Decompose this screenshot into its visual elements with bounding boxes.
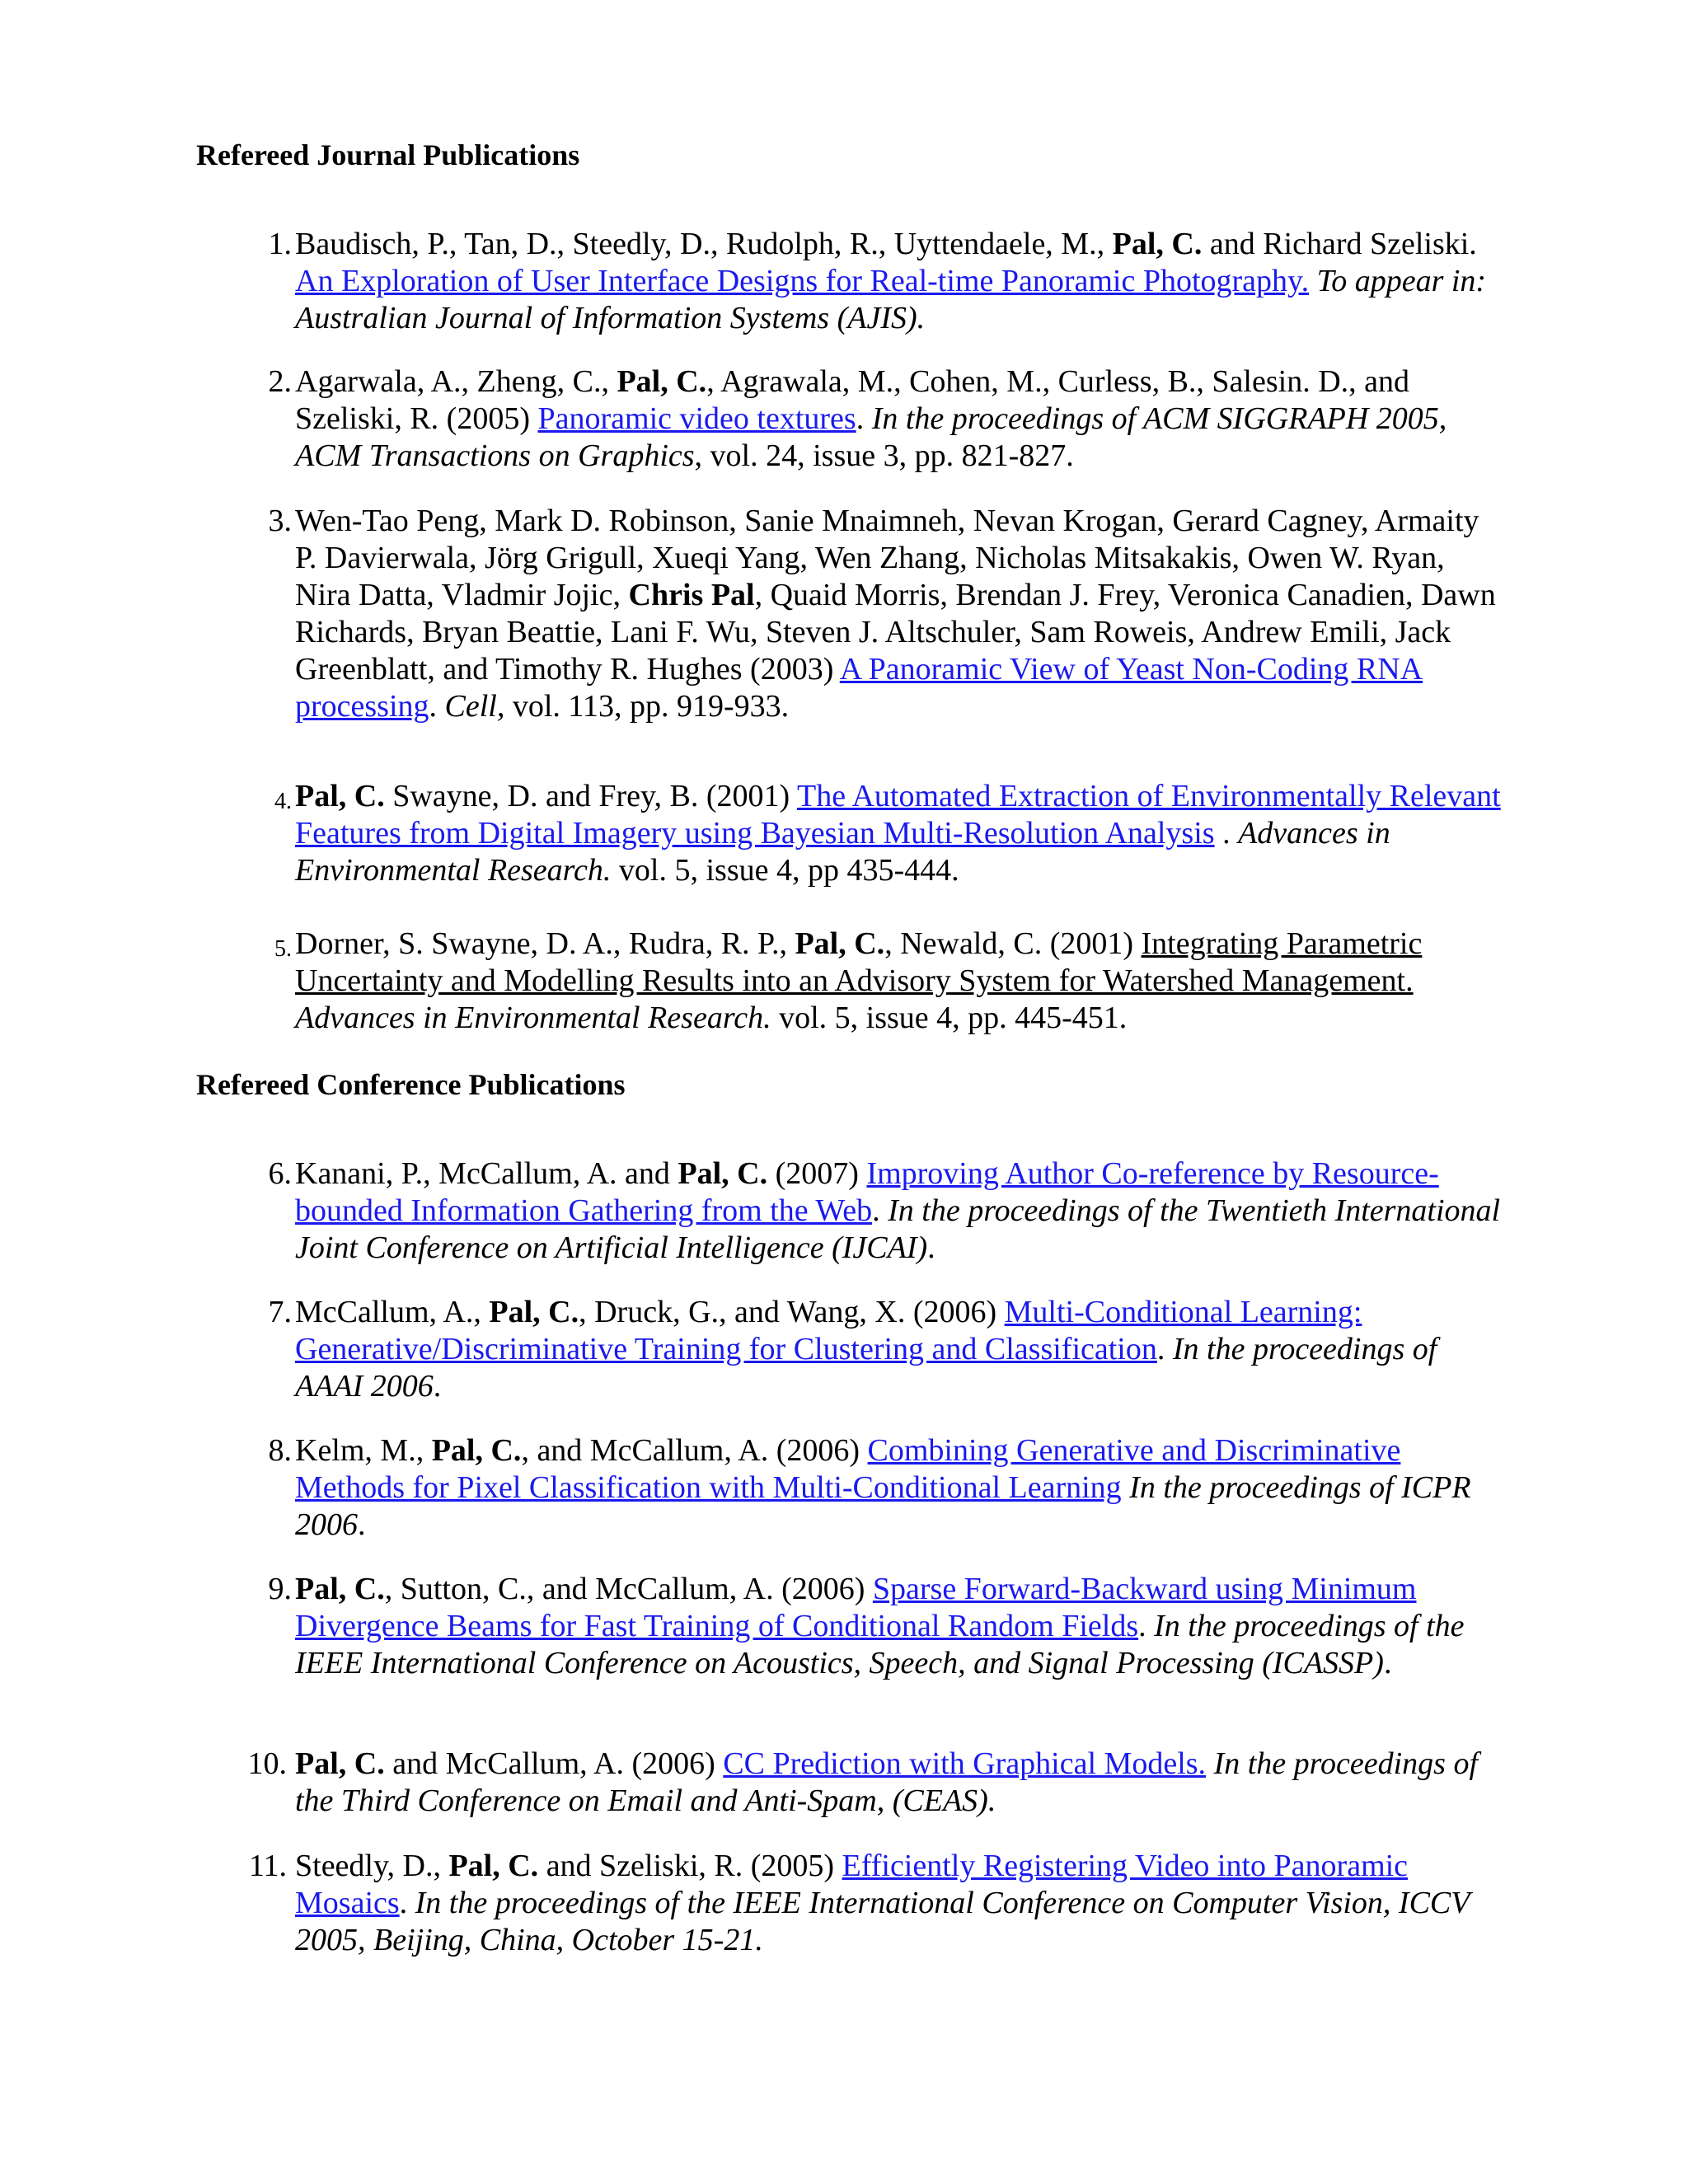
entry-separator bbox=[1309, 264, 1317, 298]
paper-title-link[interactable]: CC Prediction with Graphical Models. bbox=[723, 1746, 1207, 1781]
entry-authors-rest: and McCallum, A. (2006) bbox=[384, 1746, 724, 1781]
paper-title-underlined: Integrating Parametric Uncertainty and Modelling Results into an Advisory System for Watershed Management. bbox=[295, 926, 1423, 998]
entry-authors: McCallum, A., bbox=[295, 1295, 490, 1329]
highlighted-author: Pal, C. bbox=[1112, 227, 1203, 261]
entry-venue: In the proceedings of ACM SIGGRAPH 2005, ACM Transactions on Graphics bbox=[295, 401, 1447, 473]
entry-details: vol. 5, issue 4, pp 435-444. bbox=[611, 853, 959, 888]
entry-details: vol. 5, issue 4, pp. 445-451. bbox=[771, 1001, 1128, 1035]
entry-text bbox=[295, 1746, 1507, 1820]
paper-title-link[interactable]: Panoramic video textures bbox=[537, 401, 856, 436]
entry-authors: Kelm, M., bbox=[295, 1433, 432, 1468]
paper-title-link[interactable]: Improving Author Co-reference by Resource-bounded Information Gathering from the Web bbox=[295, 1156, 1439, 1228]
entry-number: 7. bbox=[268, 1295, 292, 1329]
entry-venue: In the proceedings of the Third Conference on Email and Anti-Spam, (CEAS). bbox=[295, 1746, 1479, 1818]
highlighted-author: Pal, C. bbox=[448, 1849, 539, 1883]
highlighted-author: Pal, C. bbox=[678, 1156, 768, 1191]
entry-separator: . bbox=[856, 401, 872, 436]
entry-text bbox=[295, 1571, 1507, 1682]
section-heading-conference: Refereed Conference Publications bbox=[196, 1068, 626, 1101]
entry-number: 1. bbox=[268, 227, 292, 261]
section-heading-journal: Refereed Journal Publications bbox=[196, 138, 580, 171]
paper-title-link[interactable]: The Automated Extraction of Environmentally Relevant Features from Digital Imagery using Bayesian Multi-Resolution Analysis bbox=[295, 779, 1501, 851]
entry-venue: In the proceedings of AAAI 2006 bbox=[295, 1332, 1437, 1404]
highlighted-author: Pal, C. bbox=[795, 926, 885, 961]
paper-title-link[interactable]: An Exploration of User Interface Designs for Real-time Panoramic Photography. bbox=[295, 264, 1310, 298]
publication-entry-4 bbox=[274, 778, 1507, 889]
entry-separator: . bbox=[1214, 816, 1239, 851]
paper-title-link[interactable]: Efficiently Registering Video into Panoramic Mosaics bbox=[295, 1849, 1409, 1920]
entry-number: 10. bbox=[247, 1746, 287, 1781]
paper-title-link[interactable]: Multi-Conditional Learning: Generative/Discriminative Training for Clustering and Classification bbox=[295, 1295, 1362, 1366]
publication-entry-11 bbox=[248, 1848, 1507, 1959]
entry-separator bbox=[1206, 1746, 1214, 1781]
highlighted-author: Pal, C. bbox=[295, 1746, 385, 1781]
entry-authors: Dorner, S. Swayne, D. A., Rudra, R. P., bbox=[295, 926, 795, 961]
entry-text bbox=[295, 1294, 1507, 1405]
entry-details: . bbox=[433, 1369, 442, 1404]
publication-entry-10 bbox=[247, 1746, 1507, 1820]
highlighted-author: Pal, C. bbox=[295, 779, 385, 813]
entry-authors-rest: , Sutton, C., and McCallum, A. (2006) bbox=[384, 1572, 873, 1606]
entry-separator: . bbox=[399, 1886, 415, 1920]
entry-authors-rest: , and McCallum, A. (2006) bbox=[521, 1433, 868, 1468]
entry-authors: Steedly, D., bbox=[295, 1849, 449, 1883]
entry-authors: Wen-Tao Peng, Mark D. Robinson, Sanie Mnaimneh, Nevan Krogan, Gerard Cagney, Armaity P. Davierwala, Jörg Grigull, Xueqi Yang, Wen Zhang, Nicholas Mitsakakis, Owen W. Ryan, Nira Datta, Vladmir Jojic, bbox=[295, 504, 1479, 612]
highlighted-author: Pal, C. bbox=[431, 1433, 522, 1468]
entry-text bbox=[295, 363, 1507, 475]
entry-venue: In the proceedings of the Twentieth International Joint Conference on Artificial Intelligence (IJCAI) bbox=[295, 1193, 1501, 1265]
publication-entry-5 bbox=[274, 926, 1507, 1037]
entry-authors-rest: Swayne, D. and Frey, B. (2001) bbox=[384, 779, 797, 813]
entry-separator: . bbox=[1156, 1332, 1173, 1366]
entry-separator bbox=[1122, 1470, 1130, 1505]
entry-venue: Advances in Environmental Research. bbox=[295, 1001, 771, 1035]
entry-authors: Kanani, P., McCallum, A. and bbox=[295, 1156, 678, 1191]
entry-separator: . bbox=[872, 1193, 889, 1228]
entry-venue: To appear in: Australian Journal of Information Systems (AJIS). bbox=[295, 264, 1487, 335]
highlighted-author: Pal, C. bbox=[489, 1295, 579, 1329]
entry-text bbox=[295, 1848, 1507, 1959]
entry-number: 11. bbox=[248, 1849, 287, 1883]
entry-number: 9. bbox=[268, 1572, 292, 1606]
entry-text bbox=[295, 778, 1507, 889]
entry-number: 6. bbox=[268, 1156, 292, 1191]
entry-text bbox=[295, 1432, 1507, 1544]
entry-number: 2. bbox=[268, 364, 292, 399]
publication-entry-1 bbox=[268, 226, 1507, 337]
entry-text bbox=[295, 226, 1507, 337]
entry-authors-rest: , Druck, G., and Wang, X. (2006) bbox=[579, 1295, 1005, 1329]
entry-details: . bbox=[1383, 1646, 1392, 1680]
publication-entry-7 bbox=[268, 1294, 1507, 1405]
highlighted-author: Pal, C. bbox=[617, 364, 707, 399]
entry-authors-rest: , Newald, C. (2001) bbox=[884, 926, 1142, 961]
publication-entry-3 bbox=[268, 503, 1507, 725]
publication-entry-2 bbox=[268, 363, 1507, 475]
entry-authors-rest: (2007) bbox=[767, 1156, 867, 1191]
entry-authors-rest: , Quaid Morris, Brendan J. Frey, Veronica Canadien, Dawn Richards, Bryan Beattie, Lani F. Wu, Steven J. Altschuler, Sam Roweis, Andrew Emili, Jack Greenblatt, and Timothy R. Hughes (2003) bbox=[295, 578, 1496, 687]
publication-entry-9 bbox=[268, 1571, 1507, 1682]
entry-venue: In the proceedings of ICPR 2006 bbox=[295, 1470, 1471, 1542]
entry-text bbox=[295, 503, 1507, 725]
paper-title-link[interactable]: Combining Generative and Discriminative Methods for Pixel Classification with Multi-Conditional Learning bbox=[295, 1433, 1401, 1505]
publication-entry-8 bbox=[268, 1432, 1507, 1544]
paper-title-link[interactable]: Sparse Forward-Backward using Minimum Divergence Beams for Fast Training of Conditional Random Fields bbox=[295, 1572, 1417, 1643]
entry-text bbox=[295, 1155, 1507, 1267]
entry-venue: Cell, bbox=[444, 689, 505, 724]
publication-entry-6 bbox=[268, 1155, 1507, 1267]
entry-details: . bbox=[927, 1230, 935, 1265]
entry-number: 5. bbox=[274, 936, 292, 962]
entry-authors-rest: and Richard Szeliski. bbox=[1202, 227, 1477, 261]
entry-authors-rest: , Agrawala, M., Cohen, M., Curless, B., Salesin. D., and Szeliski, R. (2005) bbox=[295, 364, 1409, 436]
entry-separator: . bbox=[429, 689, 445, 724]
entry-number: 4. bbox=[274, 789, 292, 814]
entry-text bbox=[295, 926, 1507, 1037]
entry-authors: Baudisch, P., Tan, D., Steedly, D., Rudolph, R., Uyttendaele, M., bbox=[295, 227, 1113, 261]
entry-authors: Agarwala, A., Zheng, C., bbox=[295, 364, 617, 399]
entry-details: . bbox=[358, 1507, 366, 1542]
entry-number: 8. bbox=[268, 1433, 292, 1468]
highlighted-author: Chris Pal bbox=[628, 578, 755, 612]
highlighted-author: Pal, C. bbox=[295, 1572, 385, 1606]
entry-details: , vol. 24, issue 3, pp. 821-827. bbox=[694, 438, 1074, 473]
paper-title-link[interactable]: A Panoramic View of Yeast Non-Coding RNA processing bbox=[295, 652, 1423, 724]
entry-venue: Advances in Environmental Research. bbox=[295, 816, 1390, 888]
entry-number: 3. bbox=[268, 504, 292, 538]
entry-venue: In the proceedings of the IEEE International Conference on Computer Vision, ICCV 2005, Beijing, China, October 15-21. bbox=[295, 1886, 1470, 1957]
entry-venue: In the proceedings of the IEEE International Conference on Acoustics, Speech, and Signal Processing (ICASSP) bbox=[295, 1609, 1465, 1680]
entry-details: vol. 113, pp. 919-933. bbox=[504, 689, 790, 724]
entry-authors-rest: and Szeliski, R. (2005) bbox=[538, 1849, 842, 1883]
entry-separator: . bbox=[1138, 1609, 1155, 1643]
